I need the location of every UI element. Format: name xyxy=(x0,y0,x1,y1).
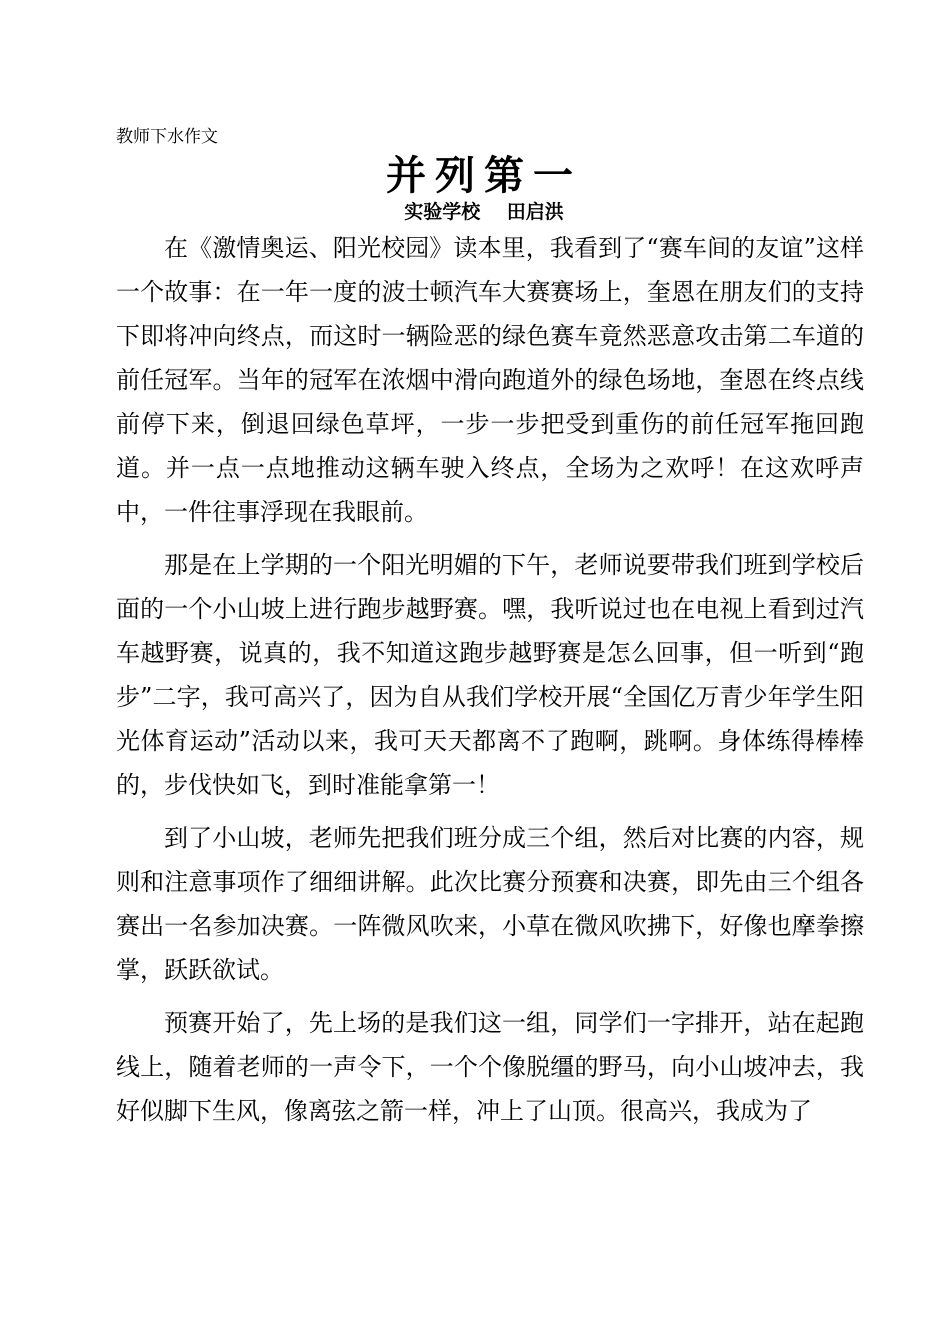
essay-title: 并列第一 xyxy=(386,153,582,199)
paragraph: 到了小山坡，老师先把我们班分成三个组，然后对比赛的内容，规则和注意事项作了细细讲解。此次比赛分预赛和决赛，即先由三个组各赛出一名参加决赛。一阵微风吹来，小草在微风吹拂下，好像也摩拳擦掌，跃跃欲试。 xyxy=(116,824,864,984)
essay-body xyxy=(116,226,864,1133)
paragraph: 预赛开始了，先上场的是我们这一组，同学们一字排开，站在起跑线上，随着老师的一声令下，一个个像脱缰的野马，向小山坡冲去，我好似脚下生风，像离弦之箭一样，冲上了山顶。很高兴，我成为了 xyxy=(116,1009,864,1125)
author-byline: 实验学校 田启洪 xyxy=(404,201,564,223)
paragraph: 那是在上学期的一个阳光明媚的下午，老师说要带我们班到学校后面的一个小山坡上进行跑步越野赛。嘿，我听说过也在电视上看到过汽车越野赛，说真的，我不知道这跑步越野赛是怎么回事，但一听到“跑步”二字，我可高兴了，因为自从我们学校开展“全国亿万青少年学生阳光体育运动”活动以来，我可天天都离不了跑啊，跳啊。身体练得棒棒的，步伐快如飞，到时准能拿第一！ xyxy=(116,551,864,799)
header-note: 教师下水作文 xyxy=(116,127,218,147)
paragraph: 在《激情奥运、阳光校园》读本里，我看到了“赛车间的友谊”这样一个故事：在一年一度的波士顿汽车大赛赛场上，奎恩在朋友们的支持下即将冲向终点，而这时一辆险恶的绿色赛车竟然恶意攻击第二车道的前任冠军。当年的冠军在浓烟中滑向跑道外的绿色场地，奎恩在终点线前停下来，倒退回绿色草坪，一步一步把受到重伤的前任冠军拖回跑道。并一点一点地推动这辆车驶入终点，全场为之欢呼！在这欢呼声中，一件往事浮现在我眼前。 xyxy=(116,234,864,526)
